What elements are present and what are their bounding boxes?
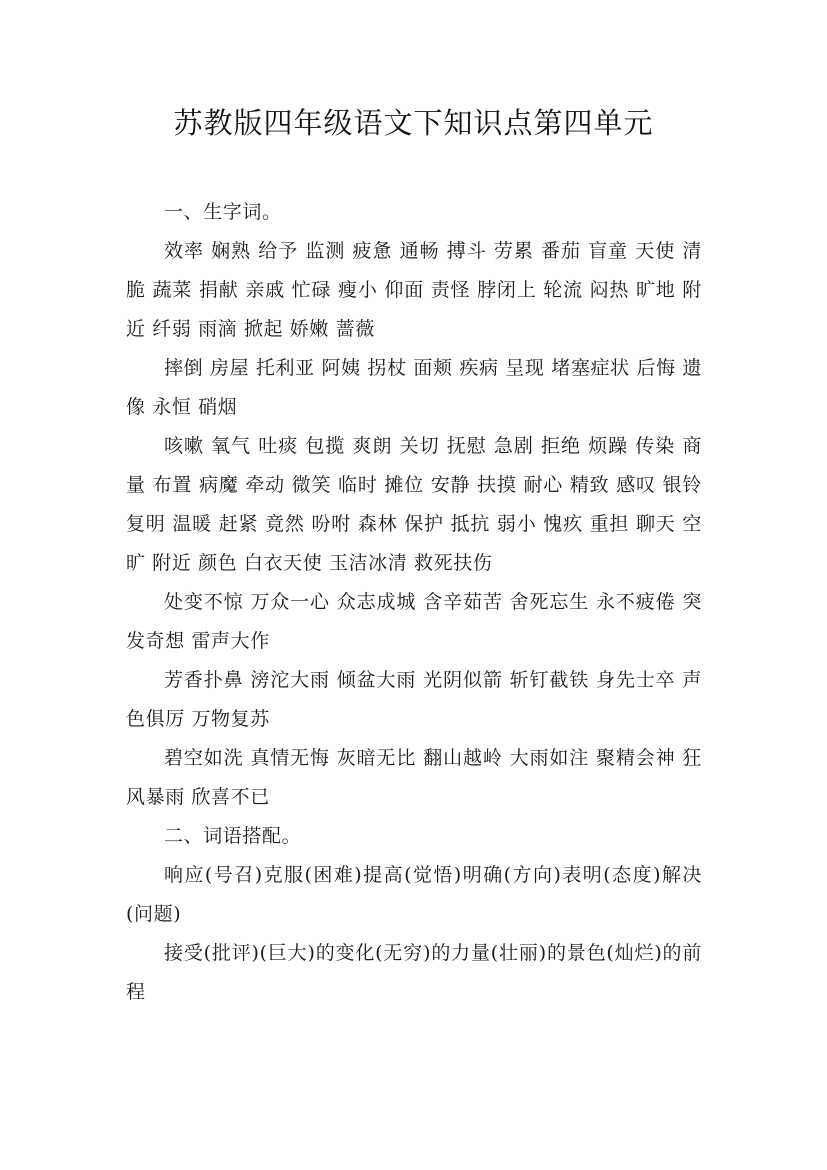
section-heading-vocabulary: 一、生字词。: [164, 201, 282, 223]
document-title: 苏教版四年级语文下知识点第四单元: [173, 106, 654, 140]
document-body: [126, 193, 702, 1012]
vocabulary-paragraph-1: 效率 娴熟 给予 监测 疲惫 通畅 搏斗 劳累 番茄 盲童 天使 清脆 蔬菜 捐献 亲戚 忙碌 瘦小 仰面 责怪 脖闭上 轮流 闷热 旷地 附近 纤弱 雨滴 掀起 娇嫩 蔷薇: [126, 240, 702, 340]
idiom-paragraph-1: 处变不惊 万众一心 众志成城 含辛茹苦 舍死忘生 永不疲倦 突发奇想 雷声大作: [126, 591, 702, 652]
vocabulary-paragraph-2: 摔倒 房屋 托利亚 阿姨 拐杖 面颊 疾病 呈现 堵塞症状 后悔 遗像 永恒 硝烟: [126, 357, 702, 418]
collocation-paragraph-2: 接受(批评)(巨大)的变化(无穷)的力量(壮丽)的景色(灿烂)的前程: [126, 942, 702, 1003]
idiom-paragraph-2: 芳香扑鼻 滂沱大雨 倾盆大雨 光阴似箭 斩钉截铁 身先士卒 声色俱厉 万物复苏: [126, 669, 702, 730]
collocation-paragraph-1: 响应(号召)克服(困难)提高(觉悟)明确(方向)表明(态度)解决(问题): [126, 864, 702, 925]
idiom-paragraph-3: 碧空如洗 真情无悔 灰暗无比 翻山越岭 大雨如注 聚精会神 狂风暴雨 欣喜不已: [126, 747, 702, 808]
vocabulary-paragraph-3: 咳嗽 氧气 吐痰 包揽 爽朗 关切 抚慰 急剧 拒绝 烦躁 传染 商量 布置 病魔 牵动 微笑 临时 摊位 安静 扶摸 耐心 精致 感叹 银铃 复明 温暖 赶紧 竟然 吩咐 森林 保护 抵抗 弱小 愧疚 重担 聊天 空旷 附近 颜色 白衣天使 玉洁冰清 救死扶伤: [126, 435, 702, 574]
section-heading-collocation: 二、词语搭配。: [164, 825, 302, 847]
